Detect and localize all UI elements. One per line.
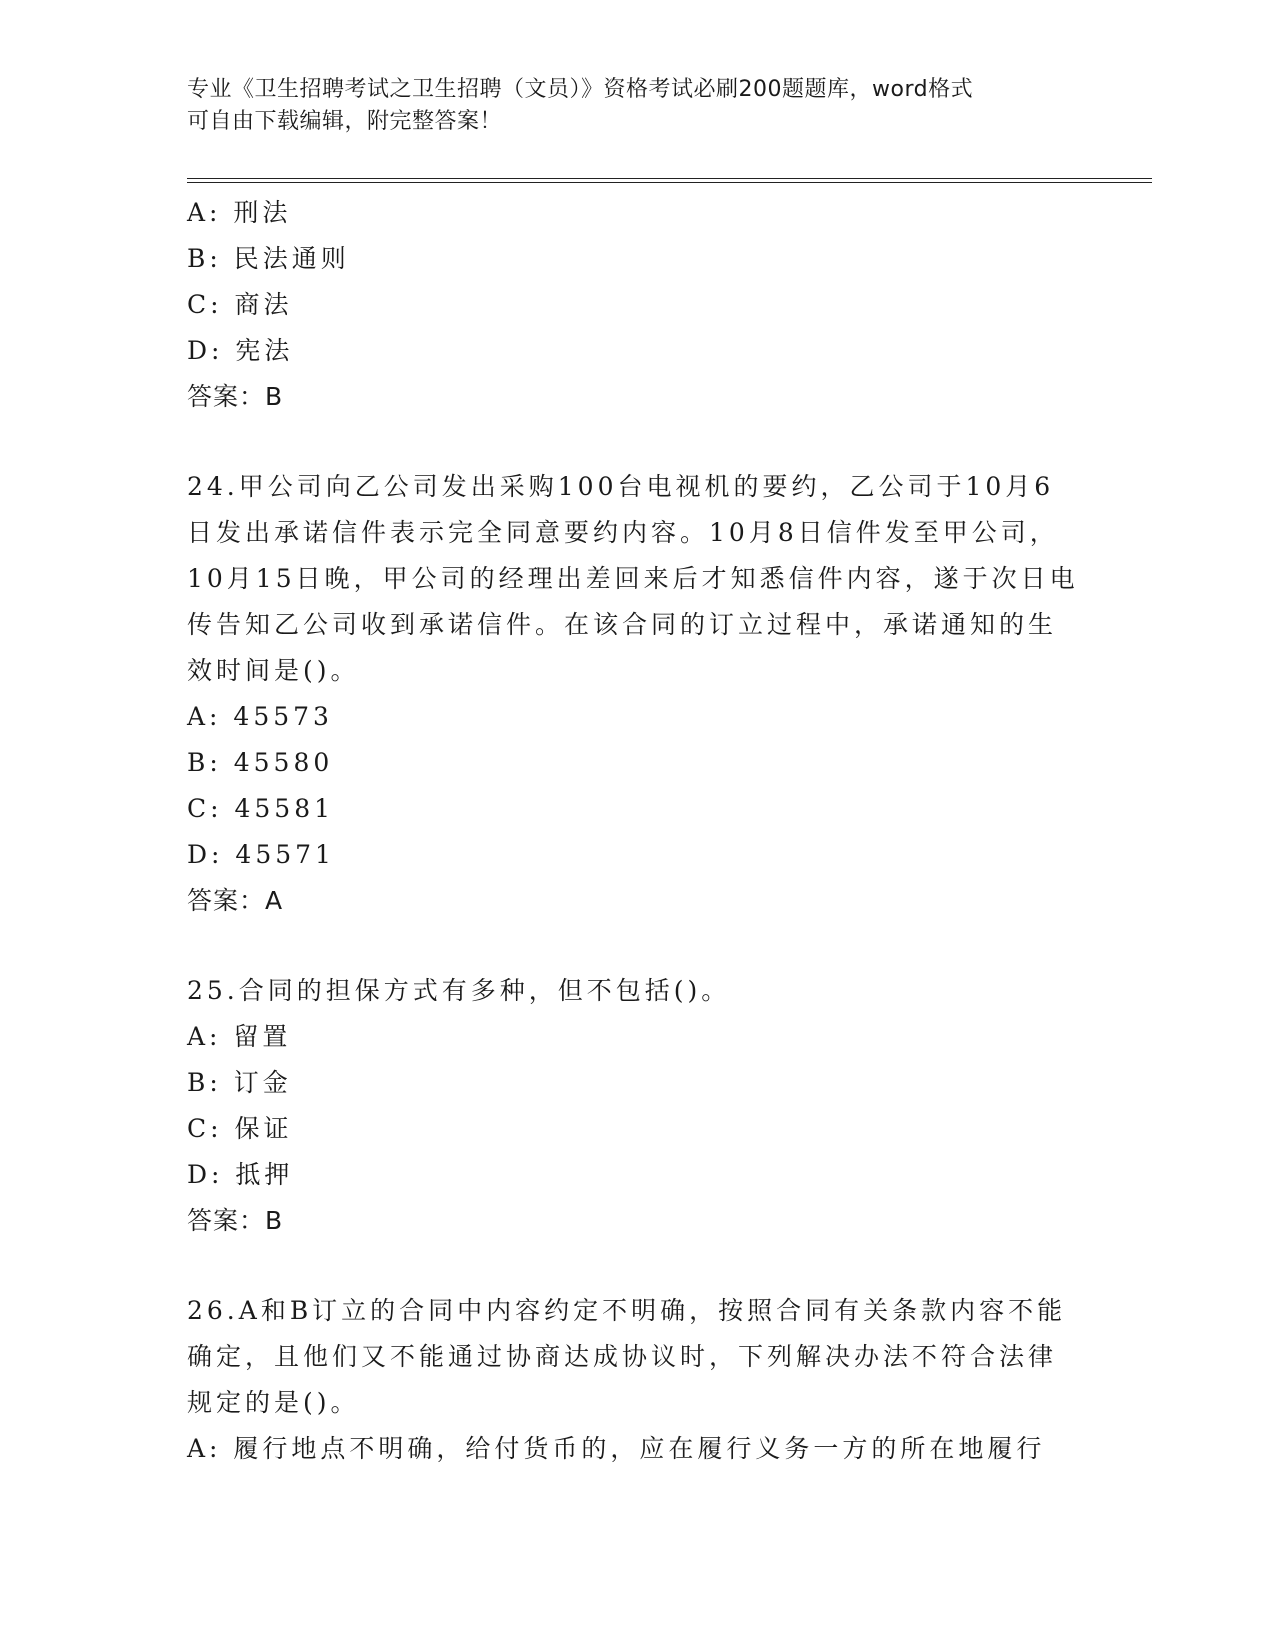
option-a: A: 留置 (187, 1022, 292, 1051)
header-line-2: 可自由下载编辑，附完整答案！ (187, 109, 503, 134)
document-body (187, 190, 1087, 1472)
document-header (187, 74, 1067, 138)
question-text: 26.A和B订立的合同中内容约定不明确，按照合同有关条款内容不能 (187, 1296, 1067, 1325)
question-24 (187, 464, 1087, 924)
question-text: 24.甲公司向乙公司发出采购100台电视机的要约，乙公司于10月6 (187, 472, 1055, 501)
question-text: 规定的是()。 (187, 1388, 360, 1417)
option-a: A: 履行地点不明确，给付货币的，应在履行义务一方的所在地履行 (187, 1434, 1046, 1463)
option-b: B: 45580 (187, 748, 334, 777)
header-line-1: 专业《卫生招聘考试之卫生招聘（文员）》资格考试必刷200题题库，word格式 (187, 77, 974, 102)
question-text: 25.合同的担保方式有多种，但不包括()。 (187, 976, 731, 1005)
question-text: 日发出承诺信件表示完全同意要约内容。10月8日信件发至甲公司， (187, 518, 1059, 547)
question-23 (187, 190, 1087, 420)
option-d: D: 45571 (187, 840, 335, 869)
option-b: B: 民法通则 (187, 244, 350, 273)
header-divider-bottom (187, 182, 1152, 183)
option-d: D: 抵押 (187, 1160, 294, 1189)
question-26 (187, 1288, 1087, 1472)
option-c: C: 45581 (187, 794, 335, 823)
question-25 (187, 968, 1087, 1244)
option-d: D: 宪法 (187, 336, 294, 365)
header-divider-top (187, 178, 1152, 179)
option-c: C: 保证 (187, 1114, 293, 1143)
question-text: 效时间是()。 (187, 656, 360, 685)
answer: 答案：B (187, 1206, 284, 1235)
option-a: A: 45573 (187, 702, 333, 731)
answer: 答案：A (187, 886, 284, 915)
option-a: A: 刑法 (187, 198, 292, 227)
option-c: C: 商法 (187, 290, 293, 319)
question-text: 10月15日晚，甲公司的经理出差回来后才知悉信件内容，遂于次日电 (187, 564, 1079, 593)
option-b: B: 订金 (187, 1068, 292, 1097)
question-text: 传告知乙公司收到承诺信件。在该合同的订立过程中，承诺通知的生 (187, 610, 1058, 639)
question-text: 确定，且他们又不能通过协商达成协议时，下列解决办法不符合法律 (187, 1342, 1058, 1371)
answer: 答案：B (187, 382, 284, 411)
